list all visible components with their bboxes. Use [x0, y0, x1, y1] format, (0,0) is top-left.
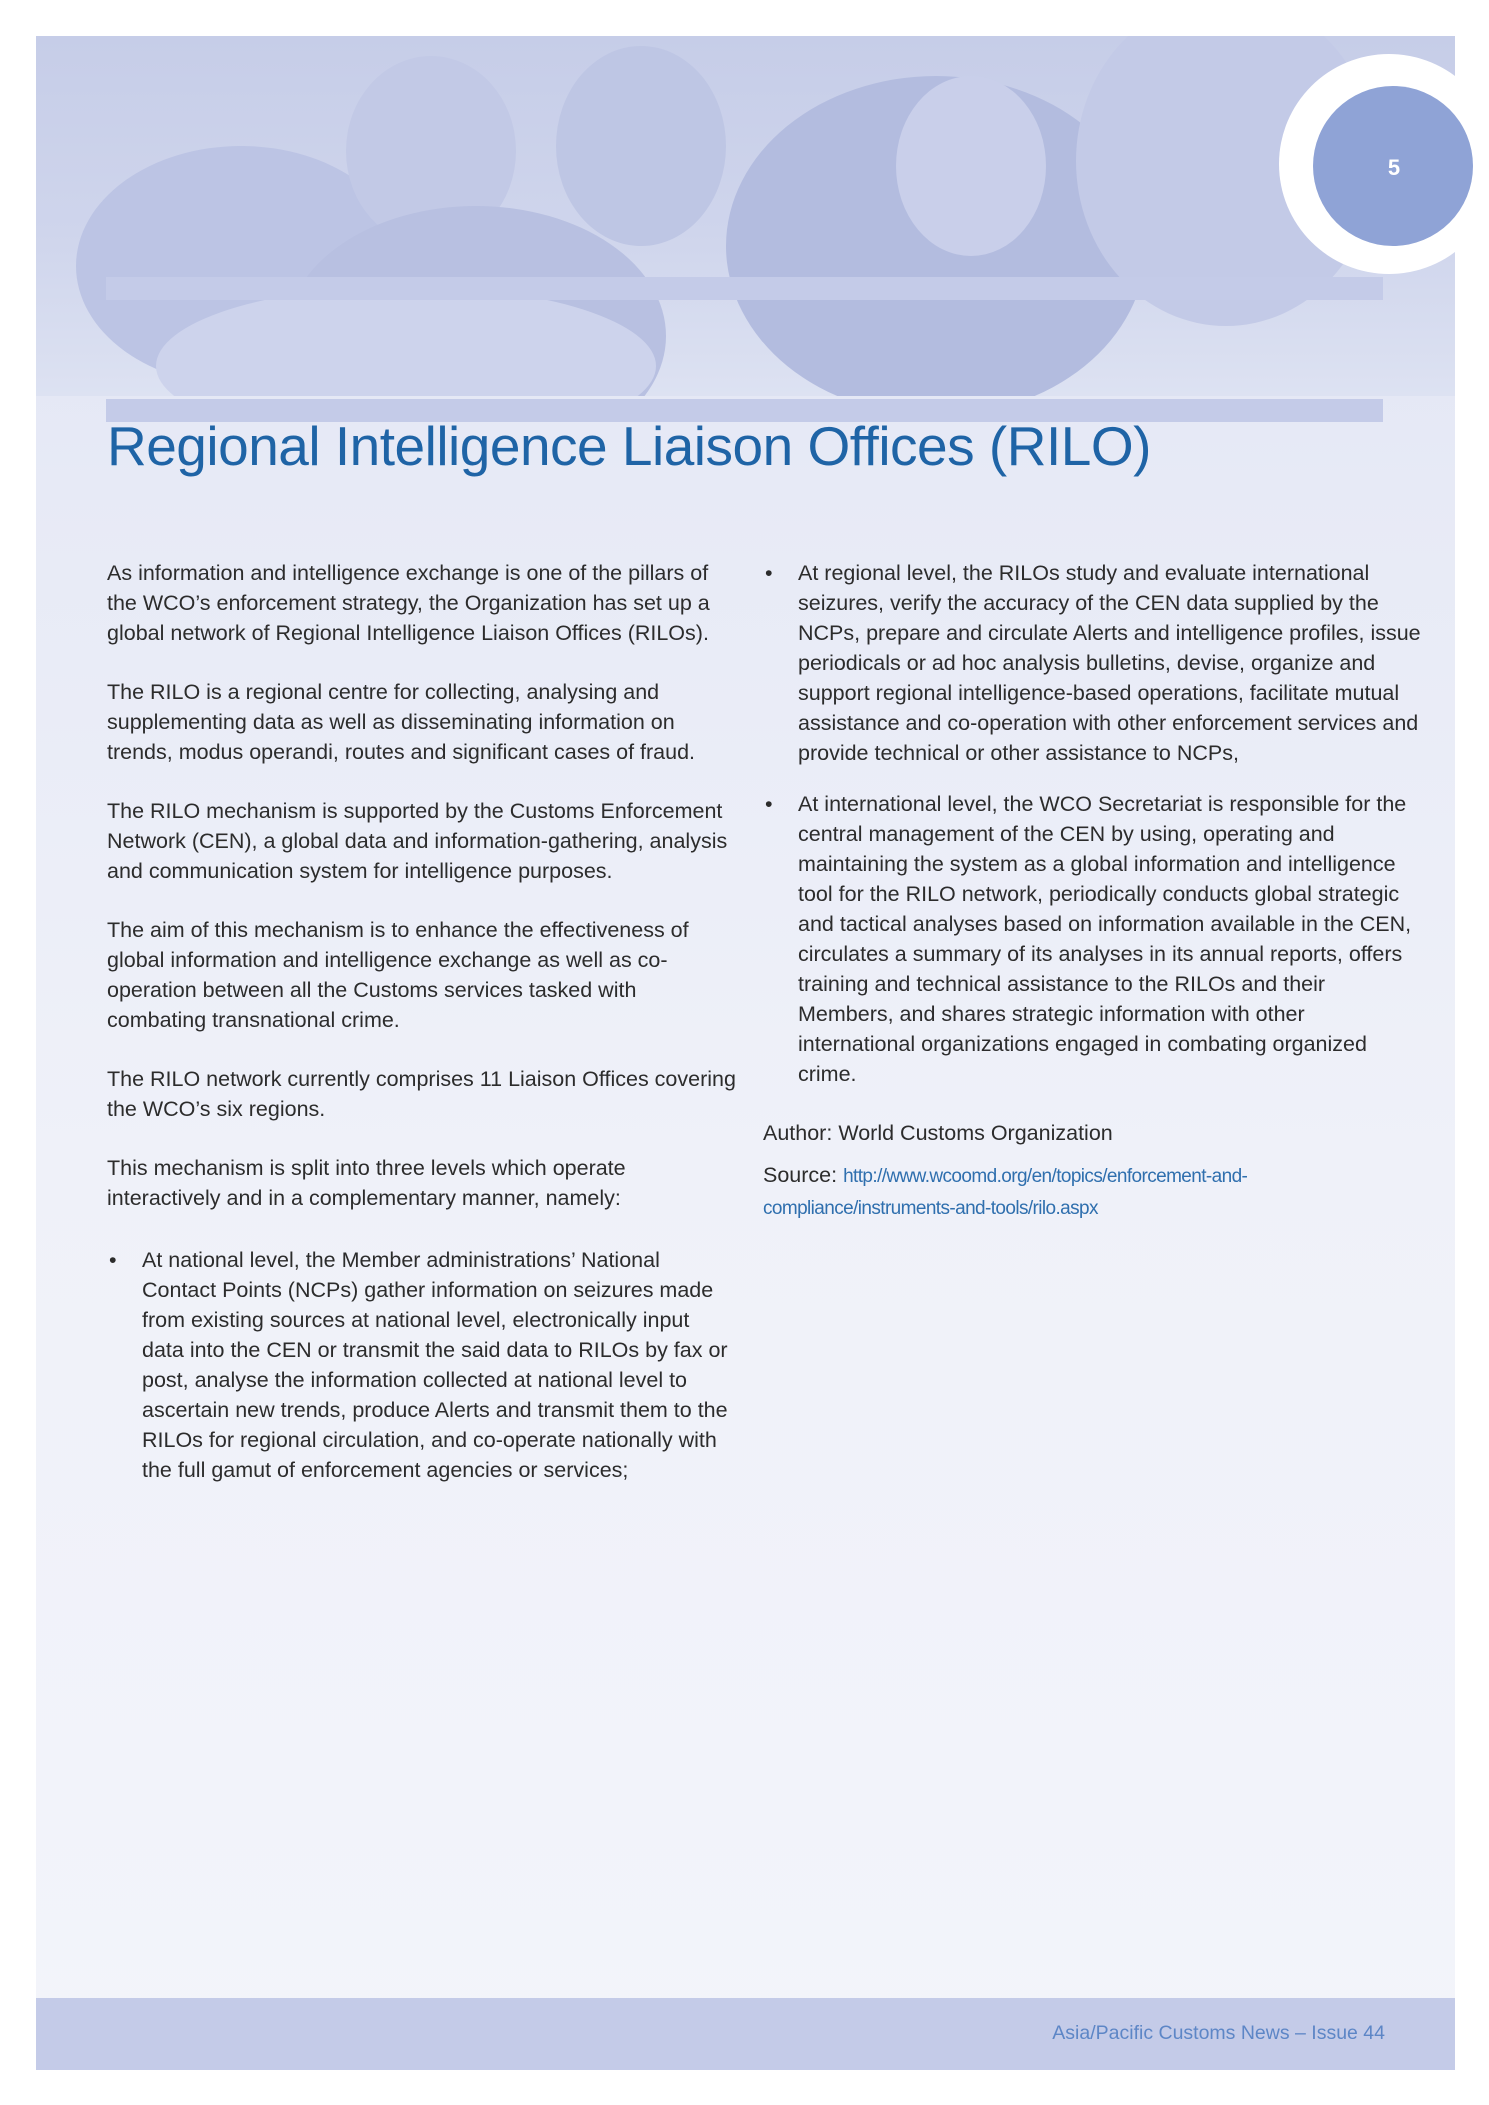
author-line: [763, 1118, 1423, 1148]
author-name: World Customs Organization: [838, 1121, 1113, 1145]
right-column: [763, 558, 1423, 1236]
source-line: [763, 1160, 1423, 1224]
list-item-text: At national level, the Member administrations’ National Contact Points (NCPs) gather information on seizures made from existing sources at national level, electronically input data into the CEN or transmit the said data to RILOs by fax or post, analyse the information collected at national level to ascertain new trends, produce Alerts and transmit them to the RILOs for regional circulation, and co-operate nationally with the full gamut of enforcement agencies or services;: [142, 1248, 728, 1482]
footer-bar: [36, 1998, 1455, 2070]
paragraph: The aim of this mechanism is to enhance the effectiveness of global information and intelligence exchange as well as co-operation between all the Customs services tasked with combating transnational crime.: [107, 918, 689, 1032]
paragraph: This mechanism is split into three levels which operate interactively and in a complementary manner, namely:: [107, 1156, 626, 1210]
source-link[interactable]: http://www.wcoomd.org/en/topics/enforcement-and-compliance/instruments-and-tools/rilo.aspx: [763, 1166, 1248, 1219]
bullet-icon: •: [765, 561, 773, 585]
header-photo: [36, 36, 1455, 396]
list-item: [763, 558, 1423, 768]
page-number: 5: [1387, 155, 1401, 180]
paragraph: The RILO mechanism is supported by the Customs Enforcement Network (CEN), a global data and information-gathering, analysis and communication system for intelligence purposes.: [107, 799, 728, 883]
left-column: [107, 558, 737, 1506]
footer-publication: Asia/Pacific Customs News – Issue 44: [1052, 2022, 1385, 2044]
list-item: [763, 789, 1423, 1089]
list-item-text: At international level, the WCO Secretariat is responsible for the central management of the CEN by using, operating and maintaining the system as a global information and intelligence tool for the RILO network, periodically conducts global strategic and tactical analyses based on information available in the CEN, circulates a summary of its analyses in its annual reports, offers training and technical assistance to the RILOs and their Members, and shares strategic information with other international organizations engaged in combating organized crime.: [798, 792, 1412, 1086]
bullet-icon: •: [109, 1248, 117, 1272]
title-top-rule: [106, 277, 1383, 300]
paragraph: As information and intelligence exchange is one of the pillars of the WCO’s enforcement strategy, the Organization has set up a global network of Regional Intelligence Liaison Offices (RILOs).: [107, 561, 710, 645]
list-item: [107, 1245, 737, 1485]
bullet-icon: •: [765, 792, 773, 816]
source-label: Source:: [763, 1163, 838, 1187]
list-item-text: At regional level, the RILOs study and evaluate international seizures, verify the accuracy of the CEN data supplied by the NCPs, prepare and circulate Alerts and intelligence profiles, issue periodicals or ad hoc analysis bulletins, devise, organize and support regional intelligence-based operations, facilitate mutual assistance and co-operation with other enforcement services and provide technical or other assistance to NCPs,: [798, 561, 1421, 765]
page: [36, 36, 1455, 2070]
paragraph: The RILO network currently comprises 11 Liaison Offices covering the WCO’s six regions.: [107, 1067, 736, 1121]
page-title: Regional Intelligence Liaison Offices (RILO): [107, 415, 1151, 477]
author-label: Author:: [763, 1121, 833, 1145]
paragraph: The RILO is a regional centre for collecting, analysing and supplementing data as well as disseminating information on trends, modus operandi, routes and significant cases of fraud.: [107, 680, 696, 764]
